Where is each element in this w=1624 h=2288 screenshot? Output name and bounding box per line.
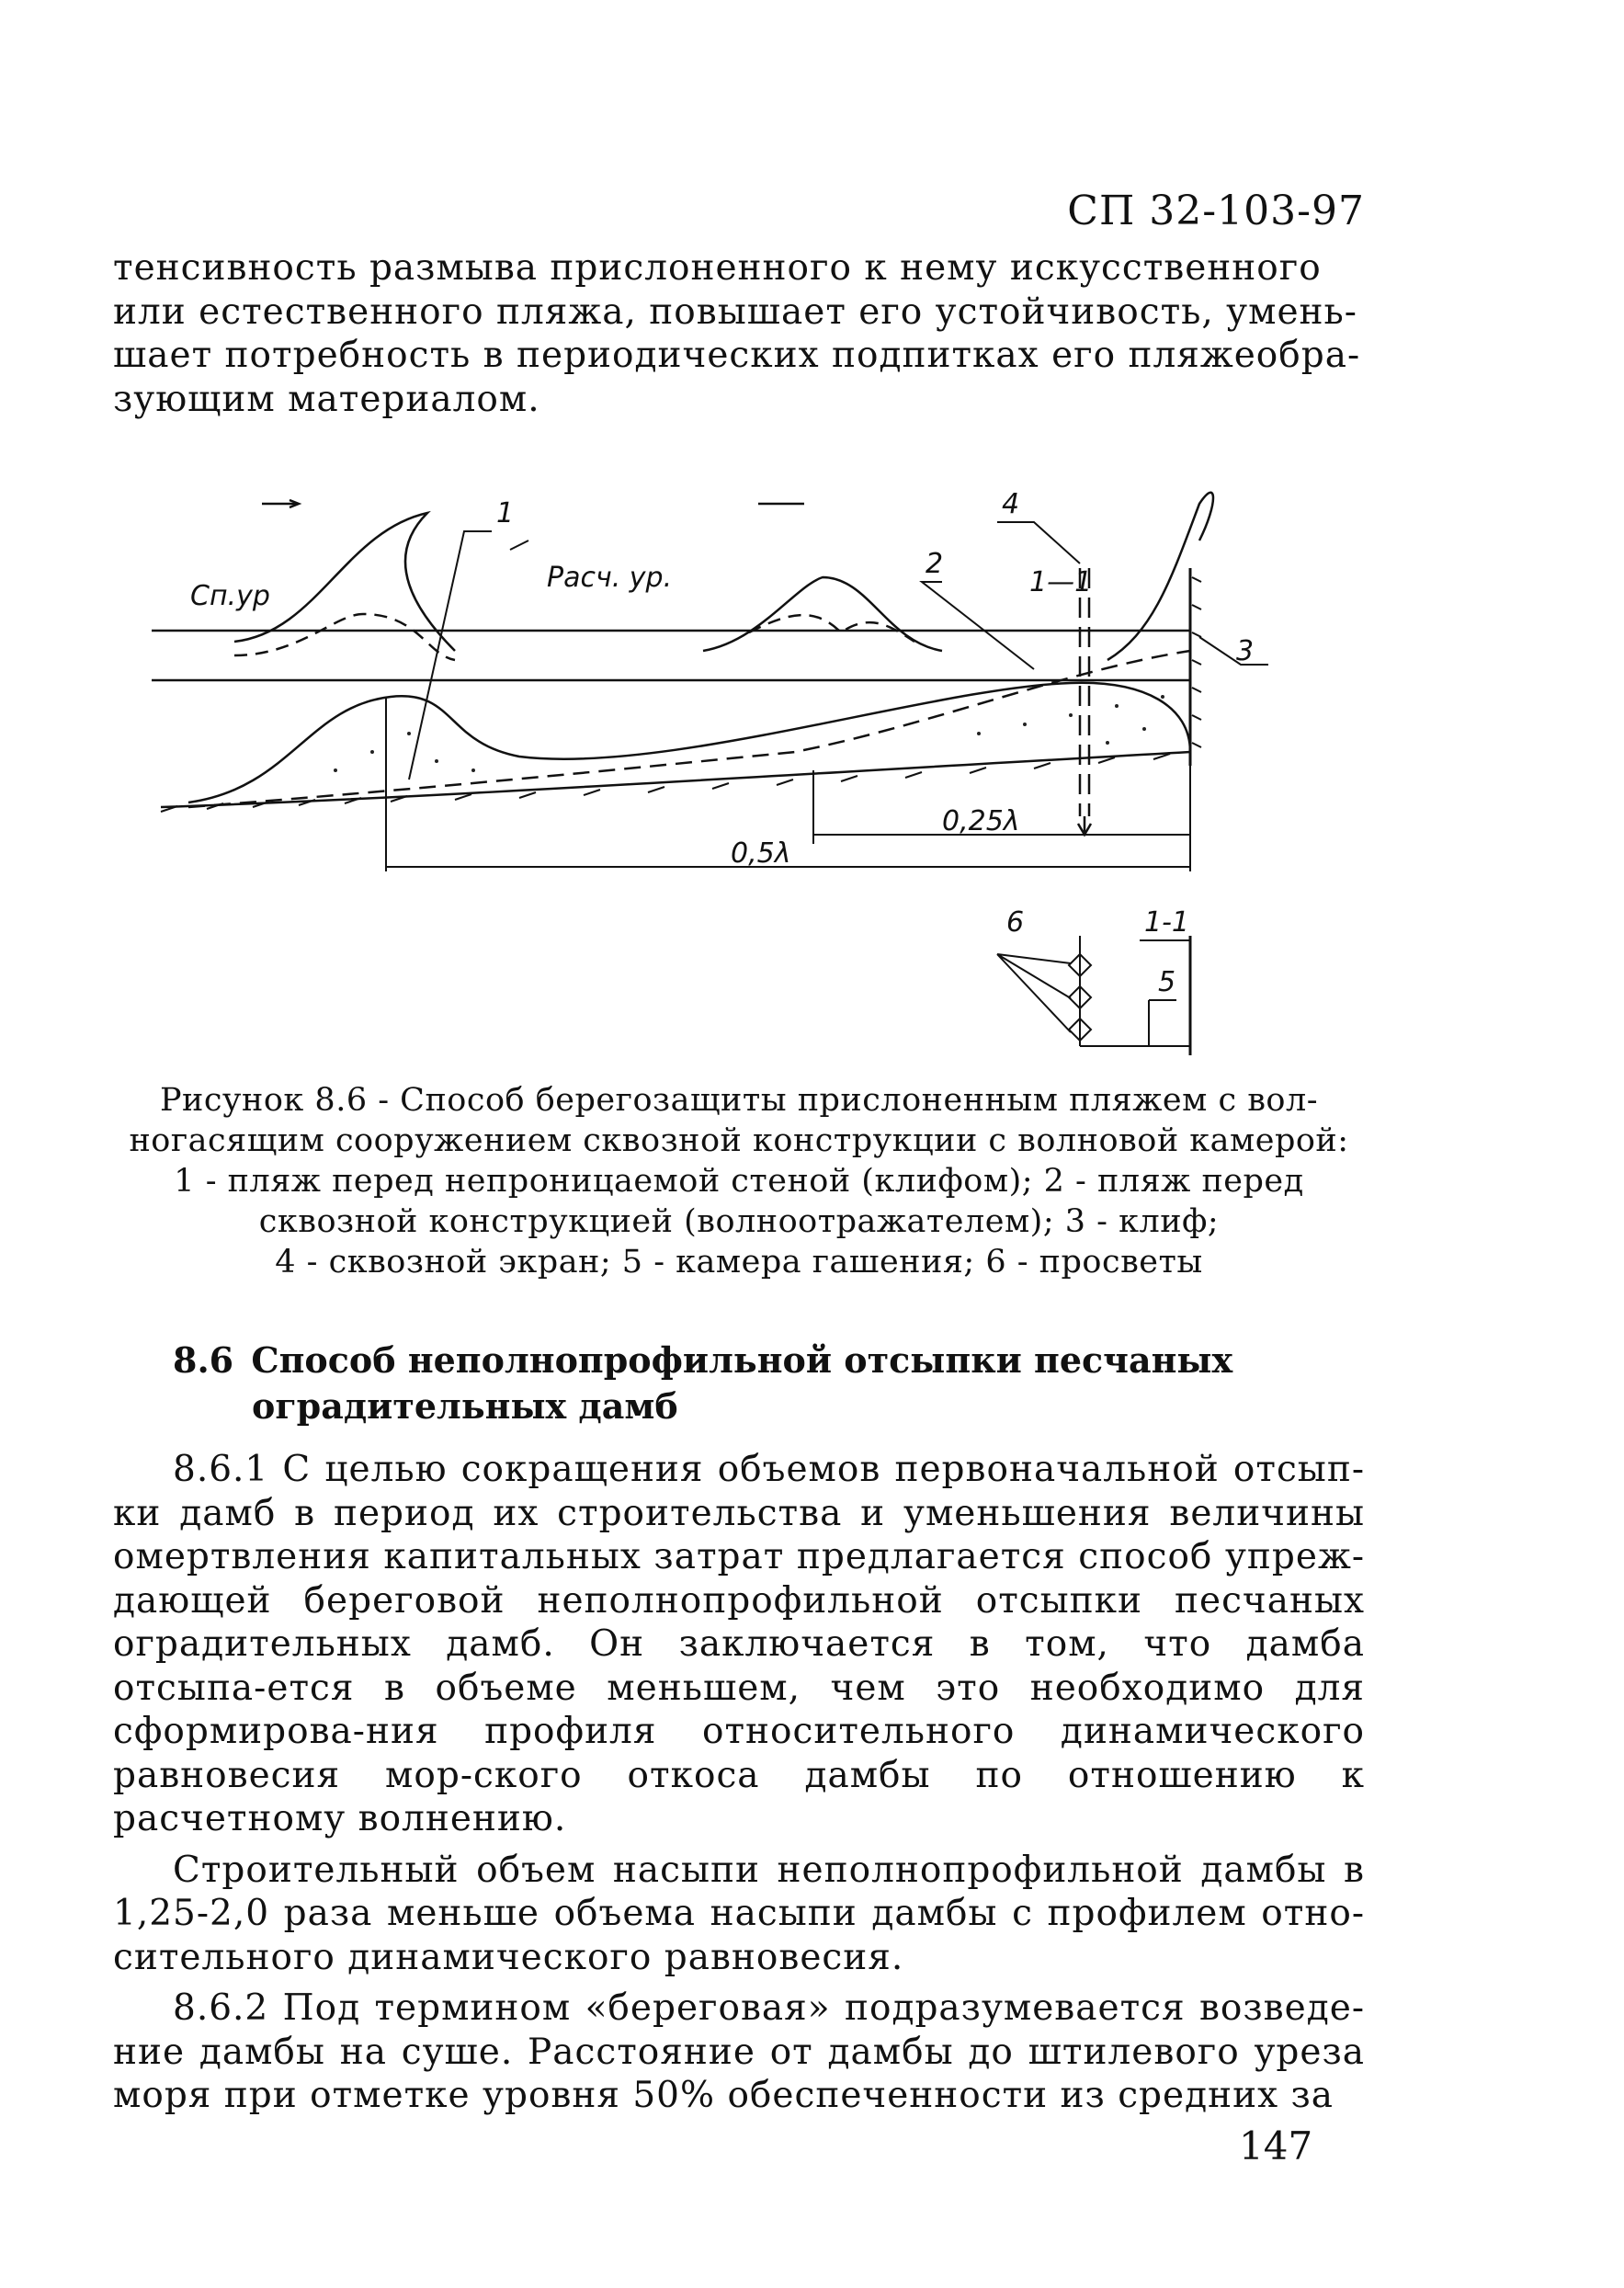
label-dim-05: 0,5λ <box>731 837 791 870</box>
beach-profile-1 <box>188 683 1190 803</box>
figure-caption <box>113 1080 1365 1282</box>
page-number: 147 <box>1239 2123 1313 2168</box>
label-6: 6 <box>1006 906 1025 939</box>
paragraph: Строительный объем насыпи неполнопрофильной дамбы в 1,25-2,0 раза меньше объема насыпи дамбы с профилем отно-сительного динамического равновесия. <box>113 1849 1365 1978</box>
beach-protection-diagram <box>152 476 1310 1074</box>
section-heading <box>173 1338 1322 1429</box>
caption-line: сквозной конструкцией (волноотражателем); 3 - клиф; <box>258 1203 1220 1240</box>
wave-2 <box>703 577 942 651</box>
document-code: СП 32-103-97 <box>1067 188 1365 234</box>
label-3: 3 <box>1236 635 1255 667</box>
label-1: 1 <box>496 497 515 529</box>
intro-paragraph <box>113 246 1365 421</box>
caption-line: ногасящим сооружением сквозной конструкции с волновой камерой: <box>129 1122 1349 1159</box>
paragraph: 8.6.1 С целью сокращения объемов первоначальной отсып-ки дамб в период их строительства и уменьшения величины омертвления капитальных затрат предлагается способ упреж-дающей береговой неполнопрофильной отсыпки песчаных оградительных дамб. Он заключается в том, что дамба отсыпа-ется в объеме меньшем, чем это необходимо для сформирова-ния профиля относительного динамического равновесия мор-ского откоса дамбы по отношению к расчетному волнению. <box>113 1449 1365 1839</box>
caption-line: Рисунок 8.6 - Способ берегозащиты прислоненным пляжем с вол- <box>159 1082 1319 1119</box>
section-title-line1: Способ неполнопрофильной отсыпки песчаных <box>251 1339 1233 1381</box>
caption-line: 4 - сквозной экран; 5 - камера гашения; 6 - просветы <box>275 1244 1203 1281</box>
text-line: шает потребность в периодических подпитках его пляжеобра- <box>113 335 1361 376</box>
label-dim-025: 0,25λ <box>942 805 1020 837</box>
label-section-1-1: 1-1 <box>1144 906 1189 939</box>
label-rasch-ur: Расч. ур. <box>547 562 673 594</box>
text-line: зующим материалом. <box>113 378 540 420</box>
paragraph: 8.6.2 Под термином «береговая» подразумевается возведе-ние дамбы на суше. Расстояние от дамбы до штилевого уреза моря при отметке уровня 50% обеспеченности из средних за <box>113 1987 1365 2116</box>
seabed-line <box>161 752 1190 807</box>
text-line: или естественного пляжа, повышает его устойчивость, умень- <box>113 290 1357 333</box>
section-body <box>113 1448 1365 2125</box>
beach-profile-2 <box>188 651 1190 807</box>
caption-line: 1 - пляж перед непроницаемой стеной (клифом); 2 - пляж перед <box>174 1163 1304 1200</box>
label-section-mark: 1—1 <box>1029 566 1093 598</box>
label-4: 4 <box>1002 488 1020 520</box>
section-title-line2: оградительных дамб <box>252 1385 678 1427</box>
text-line: тенсивность размыва прислоненного к нему искусственного <box>113 247 1322 289</box>
label-sp-ur: Сп.ур <box>190 580 270 612</box>
label-2: 2 <box>926 548 944 580</box>
section-number: 8.6 <box>173 1339 234 1381</box>
label-5: 5 <box>1158 966 1176 998</box>
